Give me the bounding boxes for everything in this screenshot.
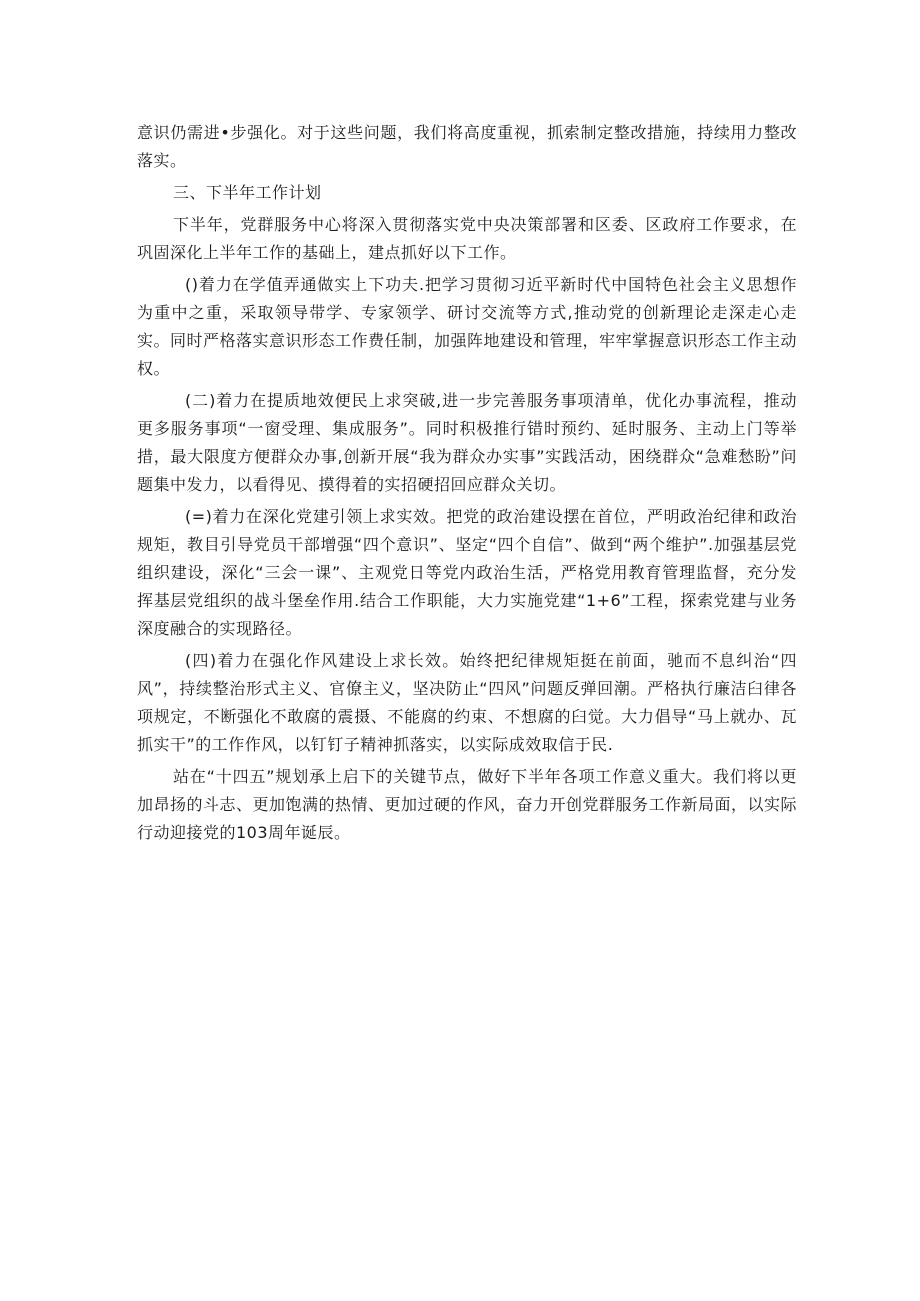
paragraph-conclusion: 站在“十四五”规划承上启下的关键节点，做好下半年各项工作意义重大。我们将以更加昂扬的斗志、更加饱满的热情、更加过硬的作风，奋力开创党群服务工作新局面，以实际行动迎接党的103周年诞辰。 <box>137 767 798 842</box>
paragraph-item-3: (=)着力在深化党建引领上求实效。把党的政治建设摆在首位，严明政治纪律和政治规矩，教目引导党员干部增强“四个意识”、坚定“四个自信”、做到“两个维护”.加强基层党组织建设，深化“三会一课”、主观党日等党内政治生活，严格党用教育管理监督，充分发挥基层党组织的战斗堡垒作用.结合工作职能，大力实施党建“1+6”工程，探索党建与业务深度融合的实现路径。 <box>137 507 797 638</box>
section-heading: 三、下半年工作计划 <box>173 183 322 202</box>
paragraph-continuation: 意识仍需进•步强化。对于这些问题，我们将高度重视，抓索制定整改措施，持续用力整改落实。 <box>137 123 797 170</box>
paragraph-intro: 下半年，党群服务中心将深入贯彻落实党中央决策部署和区委、区政府工作要求，在巩固深化上半年工作的基础上，建点抓好以下工作。 <box>137 215 797 262</box>
paragraph-item-4: (四)着力在强化作风建设上求长效。始终把纪律规矩挺在前面，驰而不息纠治“四风”，持续整治形式主义、官僚主义，坚决防止“四风”问题反弹回潮。严格执行廉洁臼律各项规定，不断强化不敢腐的震摄、不能腐的约束、不想腐的臼觉。大力倡导“马上就办、瓦抓实干”的工作作风，以钉钉子精神抓落实，以实际成效取信于民. <box>137 651 797 754</box>
paragraph-item-1: ()着力在学值弄通做实上下功夫.把学习贯彻习近平新时代中国特色社会主义思想作为重中之重，采取领导带学、专家领学、研讨交流等方式,推动党的创新理论走深走心走实。同时严格落实意识形态工作费任制，加强阵地建设和管理，牢牢掌握意识形态工作主动权。 <box>137 275 798 378</box>
document-body <box>137 119 797 851</box>
paragraph-item-2: (二)着力在提质地效便民上求突破,进一步完善服务事项清单，优化办事流程，推动更多服务事项“一窗受理、集成服务”。同时积极推行错时预约、延时服务、主动上门等举措，最大限度方便群众办事,创新开展“我为群众办实事”实践活动，困绕群众“急难愁盼”问题集中发力，以看得见、摸得着的实招硬招回应群众关切。 <box>137 391 797 494</box>
